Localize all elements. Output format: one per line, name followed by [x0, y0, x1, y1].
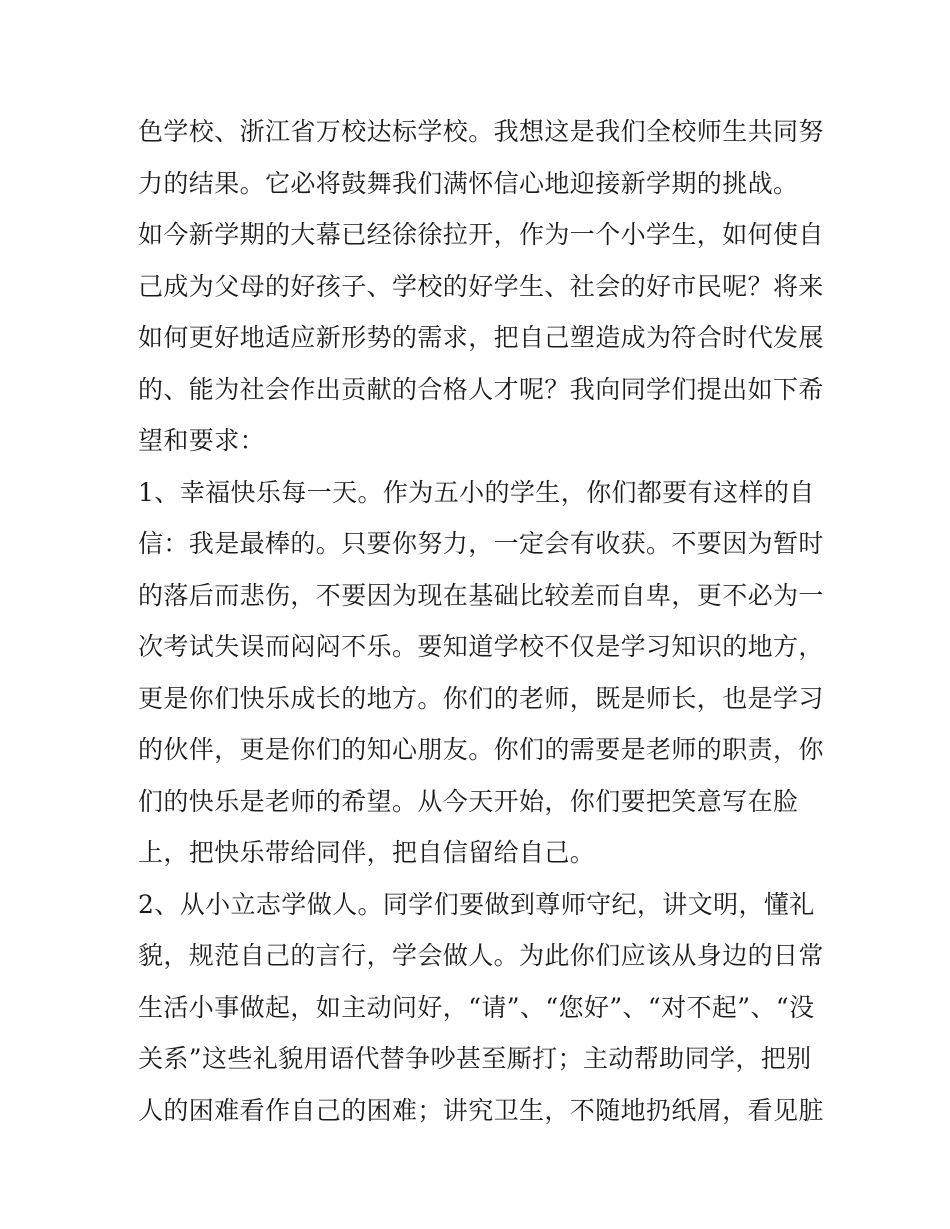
text-line: 生活小事做起，如主动问好，“请”、“您好”、“对不起”、“没 [138, 992, 815, 1022]
text-line: 如今新学期的大幕已经徐徐拉开，作为一个小学生，如何使自 [138, 220, 824, 249]
text-line: 如何更好地适应新形势的需求，把自己塑造成为符合时代发展 [138, 323, 824, 352]
text-line: 人的困难看作自己的困难；讲究卫生，不随地扔纸屑，看见脏 [138, 1095, 824, 1125]
text-line: 的伙伴，更是你们的知心朋友。你们的需要是老师的职责，你 [138, 735, 824, 764]
text-line: 信：我是最棒的。只要你努力，一定会有收获。不要因为暂时 [138, 529, 824, 558]
text-line: 貌，规范自己的言行，学会做人。为此你们应该从身边的日常 [138, 941, 824, 970]
text-line: 更是你们快乐成长的地方。你们的老师，既是师长，也是学习 [138, 683, 824, 713]
text-line: 色学校、浙江省万校达标学校。我想这是我们全校师生共同努 [138, 117, 824, 146]
text-line: 的、能为社会作出贡献的合格人才呢？我向同学们提出如下希 [138, 374, 824, 404]
text-line: 2、从小立志学做人。同学们要做到尊师守纪，讲文明，懂礼 [138, 889, 815, 919]
text-line: 关系”这些礼貌用语代替争吵甚至厮打；主动帮助同学，把别 [138, 1044, 812, 1073]
text-line: 的落后而悲伤，不要因为现在基础比较差而自卑，更不必为一 [138, 580, 824, 610]
text-line: 1、幸福快乐每一天。作为五小的学生，你们都要有这样的自 [138, 477, 815, 507]
text-line: 望和要求： [138, 426, 266, 455]
body-text [138, 106, 824, 1136]
text-line: 们的快乐是老师的希望。从今天开始，你们要把笑意写在脸 [138, 786, 799, 816]
text-line: 力的结果。它必将鼓舞我们满怀信心地迎接新学期的挑战。 [138, 168, 799, 198]
text-line: 上，把快乐带给同伴，把自信留给自己。 [138, 838, 596, 867]
text-line: 次考试失误而闷闷不乐。要知道学校不仅是学习知识的地方， [138, 632, 824, 661]
text-line: 己成为父母的好孩子、学校的好学生、社会的好市民呢？将来 [138, 271, 824, 301]
